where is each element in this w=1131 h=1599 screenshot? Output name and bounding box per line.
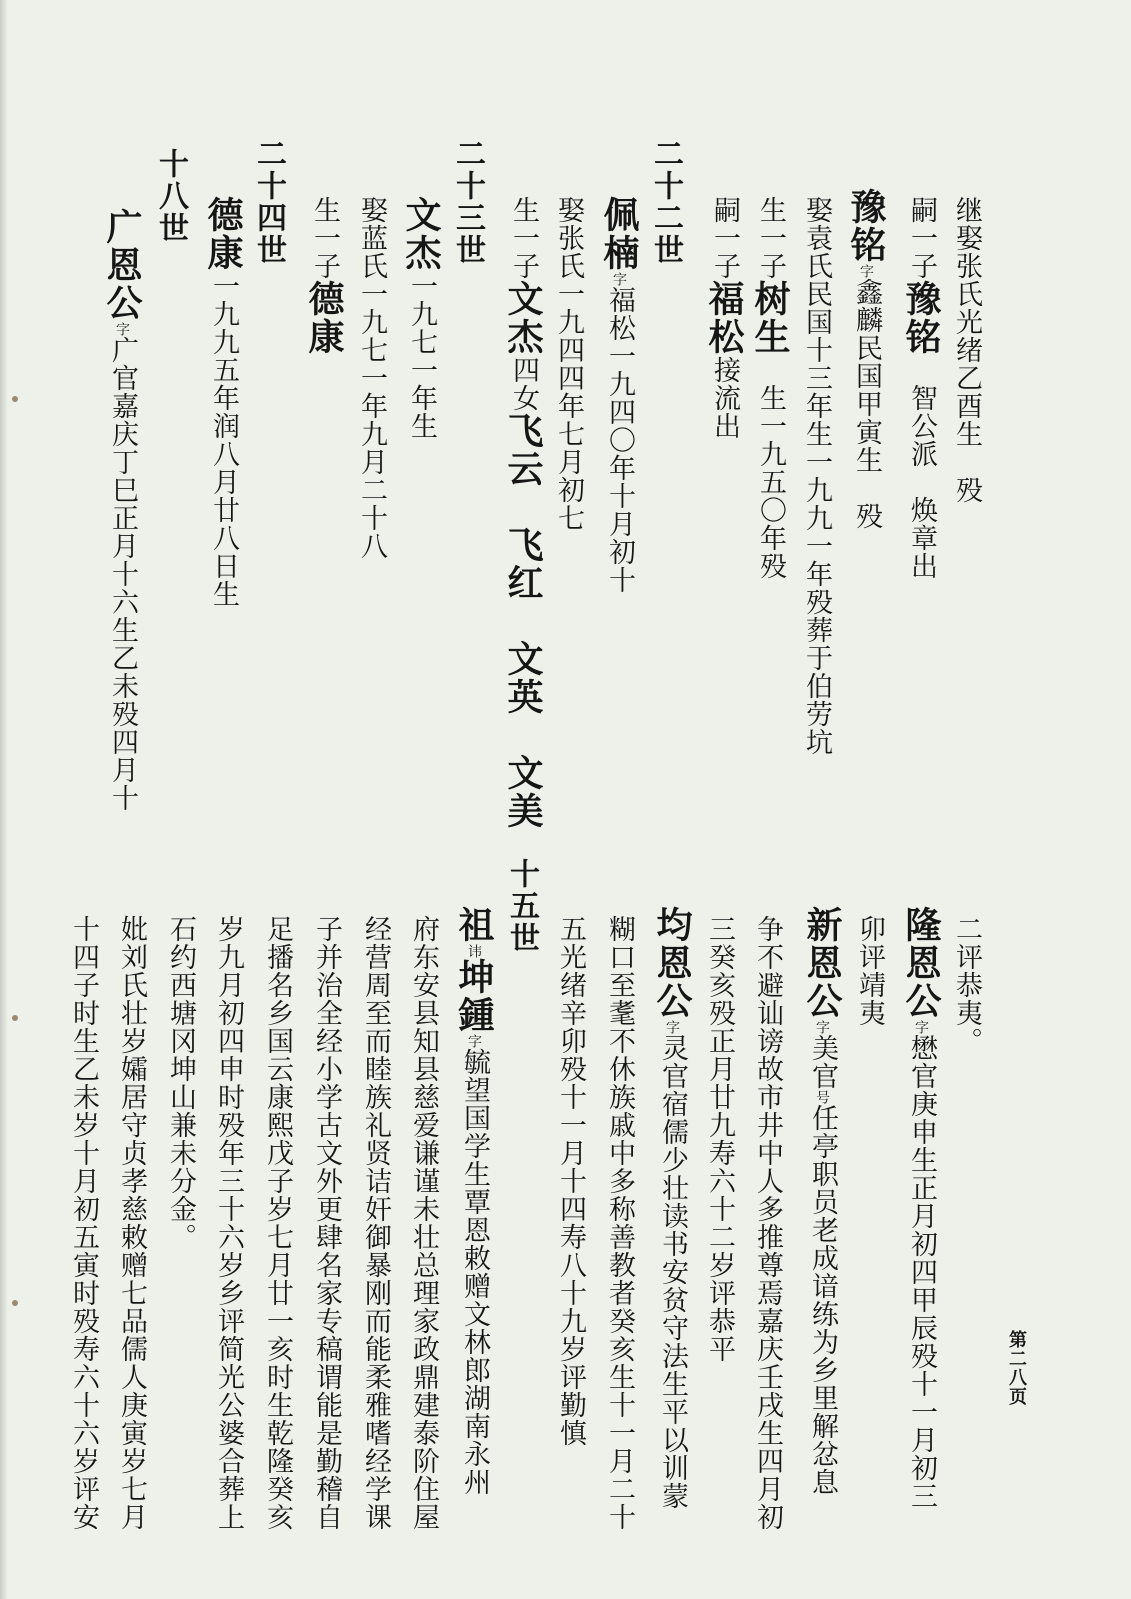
person-name: 祖: [453, 906, 495, 944]
column-text: 生一子: [309, 196, 340, 280]
person-name: 新恩公: [801, 906, 843, 1020]
text-column: [167, 915, 194, 1251]
person-name: 隆恩公: [900, 906, 942, 1020]
generation-label: 二十三世: [450, 138, 485, 266]
column-text: 生一子: [755, 196, 786, 280]
text-column: [358, 196, 385, 560]
page-number: 第二八页: [1006, 1330, 1027, 1406]
person-names: 飞云 飞红 文英 文美: [502, 412, 544, 830]
person-name: 文杰: [502, 280, 544, 356]
person-name: 均恩公: [651, 906, 693, 1020]
column-text: 一九七一年生: [406, 272, 437, 440]
text-column: [101, 208, 143, 812]
generation-heading: [153, 148, 188, 244]
text-column: [651, 906, 693, 1510]
generation-heading: [648, 138, 683, 266]
column-text: 娶蓝氏一九七一年九月二十八: [356, 196, 387, 560]
generation-label: 二十四世: [251, 138, 286, 266]
generation-heading: [504, 858, 539, 954]
column-text: 娶张氏一九四四年七月初七: [553, 196, 584, 532]
person-name: 德康: [303, 280, 345, 356]
column-text: 毓望国学生覃恩敕赠文林郎湖南永州: [459, 1048, 490, 1496]
text-column: [557, 915, 584, 1447]
text-column: [706, 915, 733, 1363]
text-column: [215, 915, 242, 1531]
column-text: 灵官宿儒少壮读书安贫守法生平以训蒙: [657, 1034, 688, 1510]
column-text: 智公派 焕章出: [906, 356, 937, 580]
zi-marker: 字: [664, 1020, 680, 1034]
punch-hole: [12, 396, 18, 402]
text-column: [400, 196, 442, 440]
text-column: [953, 915, 980, 1055]
text-column: [606, 915, 633, 1531]
text-column: [264, 915, 291, 1531]
text-column: [502, 196, 544, 830]
text-column: [118, 915, 145, 1531]
page-edge: [0, 0, 8, 1599]
text-column: [313, 915, 340, 1531]
generation-label: 十五世: [504, 858, 539, 954]
person-name: 豫铭: [900, 280, 942, 356]
column-text: 子并治全经小学古文外更肆名家专稿谓能是勤稽自: [311, 915, 342, 1531]
person-name: 坤鍾: [453, 958, 495, 1034]
punch-hole: [12, 1300, 18, 1306]
column-text: 十四子时生乙未岁十月初五寅时殁寿六十六岁评安: [68, 915, 99, 1531]
generation-label: 二十二世: [648, 138, 683, 266]
text-column: [555, 196, 582, 532]
text-column: [703, 196, 745, 440]
person-name: 佩楠: [598, 196, 640, 272]
column-text: 府东安县知县慈爱谦谨未壮总理家政鼎建泰阶住屋: [408, 915, 439, 1531]
column-text: 岁九月初四申时殁年三十六岁乡评简光公婆合葬上: [213, 915, 244, 1531]
text-column: [900, 906, 942, 1510]
punch-hole: [12, 1015, 18, 1021]
zi-marker: 字: [913, 1020, 929, 1034]
column-text: 鑫麟民国甲寅生 殁: [851, 278, 882, 530]
zi-marker: 字: [858, 264, 874, 278]
text-column: [845, 188, 887, 530]
hui-marker: 讳: [466, 944, 482, 958]
text-column: [749, 196, 791, 580]
column-text: 经营周至而睦族礼贤诘奸御暴刚而能柔雅嗜经学课: [360, 915, 391, 1531]
column-text: 石约西塘冈坤山兼未分金。: [165, 915, 196, 1251]
text-column: [598, 196, 640, 594]
column-text: 五光绪辛卯殁十一月十四寿八十九岁评勤慎: [555, 915, 586, 1447]
generation-label: 十八世: [153, 148, 188, 244]
text-column: [362, 915, 389, 1531]
column-text: 懋官庚申生正月初四甲辰殁十一月初三: [906, 1034, 937, 1510]
column-text: 二评恭夷。: [951, 915, 982, 1055]
text-column: [801, 906, 843, 1496]
column-text: 三癸亥殁正月廿九寿六十二岁评恭平: [704, 915, 735, 1363]
text-column: [303, 196, 345, 356]
column-text: 足播名乡国云康熙戊子岁七月廿一亥时生乾隆癸亥: [262, 915, 293, 1531]
column-text: 嗣一子: [906, 196, 937, 280]
person-name: 树生: [749, 280, 791, 356]
text-column: [202, 196, 244, 608]
person-name: 德康: [202, 196, 244, 272]
person-name: 文杰: [400, 196, 442, 272]
column-text: 一九九五年润八月廿八日生: [208, 272, 239, 608]
column-text: 继娶张氏光绪乙酉生 殁: [951, 196, 982, 504]
zi-marker: 字: [114, 322, 130, 336]
text-column: [803, 196, 830, 756]
person-name: 豫铭: [845, 188, 887, 264]
column-text: 广官嘉庆丁巳正月十六生乙未殁四月十: [107, 336, 138, 812]
text-column: [410, 915, 437, 1531]
text-column: [900, 196, 942, 580]
generation-heading: [251, 138, 286, 266]
column-text: 接流出: [709, 356, 740, 440]
zi-marker: 字: [814, 1020, 830, 1034]
column-text: 生一九五〇年殁: [755, 356, 786, 580]
zi-marker: 字: [466, 1034, 482, 1048]
person-name: 福松: [703, 280, 745, 356]
column-text: 卯评靖夷: [854, 915, 885, 1027]
text-column: [754, 915, 781, 1531]
column-text: 四女: [508, 356, 539, 412]
column-text: 福松一九四〇年十月初十: [604, 286, 635, 594]
column-text: 生一子: [508, 196, 539, 280]
zi-marker: 字: [611, 272, 627, 286]
text-column: [953, 196, 980, 504]
column-text: 嗣一子: [709, 196, 740, 280]
column-text: 任亭职员老成谙练为乡里解忿息: [807, 1104, 838, 1496]
column-text: 糊口至耄不休族戚中多称善教者癸亥生十一月二十: [604, 915, 635, 1531]
text-column: [70, 915, 97, 1531]
generation-heading: [450, 138, 485, 266]
person-name: 广恩公: [101, 208, 143, 322]
column-text: 争不避讪谤故市井中人多推尊焉嘉庆壬戌生四月初: [752, 915, 783, 1531]
column-text: 妣刘氏壮岁孀居守贞孝慈敕赠七品儒人庚寅岁七月: [116, 915, 147, 1531]
column-text: 美官: [807, 1034, 838, 1090]
text-column: [453, 906, 495, 1496]
hao-marker: 号: [814, 1090, 830, 1104]
column-text: 娶袁氏民国十三年生一九九一年殁葬于伯劳坑: [801, 196, 832, 756]
text-column: [856, 915, 883, 1027]
